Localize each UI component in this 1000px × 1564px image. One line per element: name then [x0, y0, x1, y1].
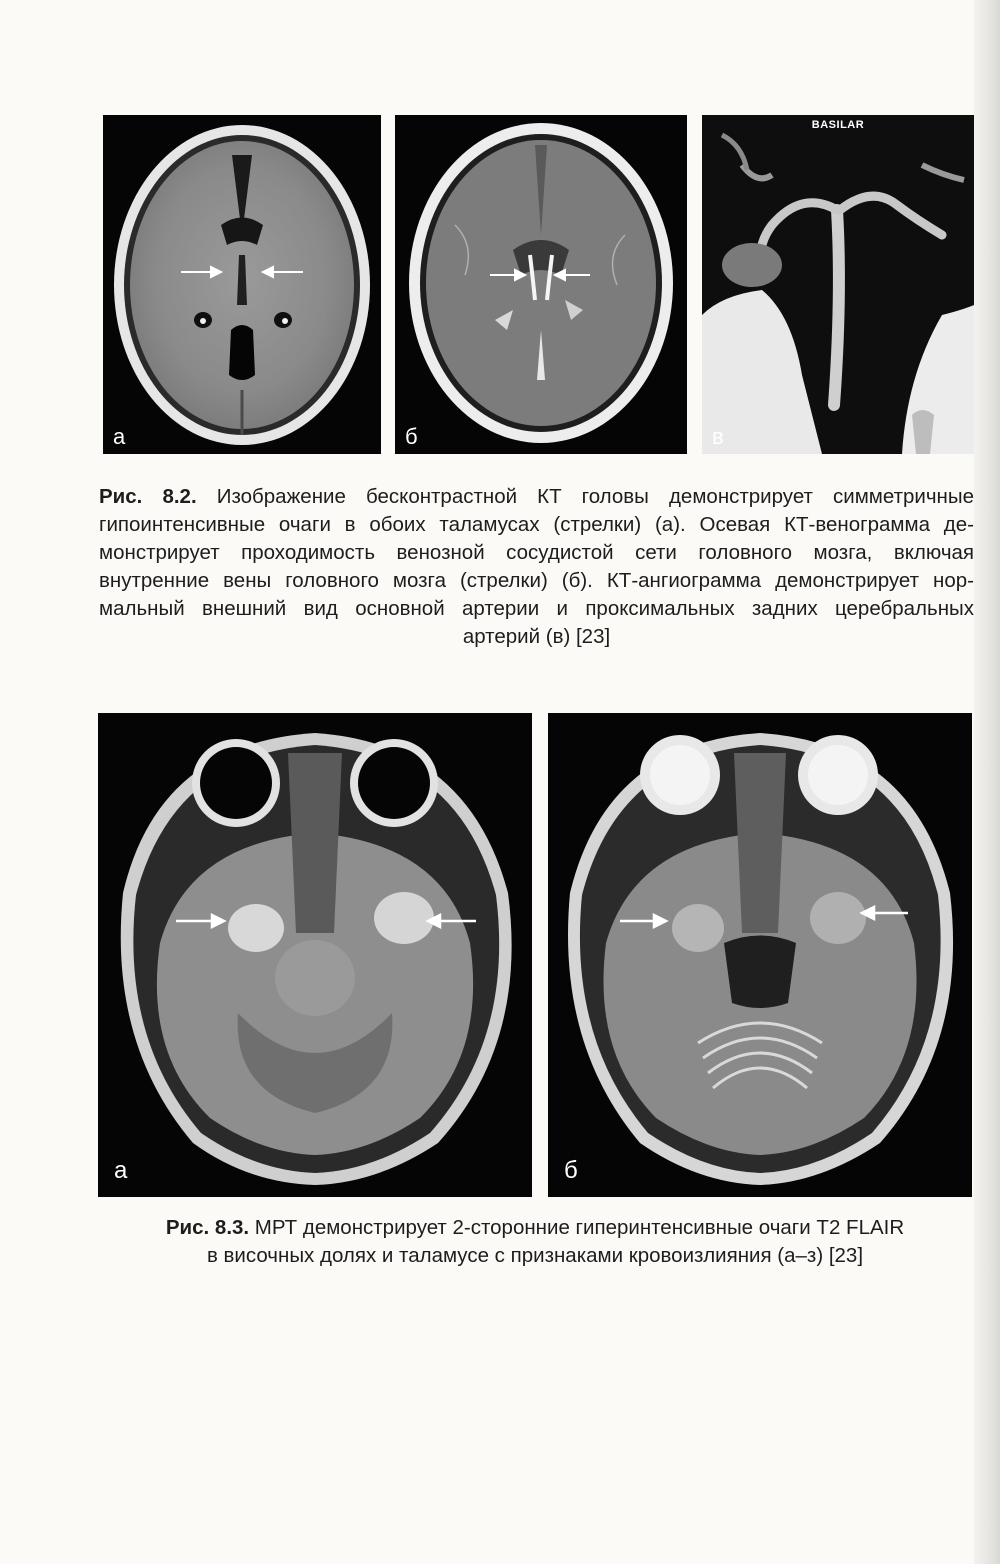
- figure-8-2-panel-v: [702, 115, 974, 454]
- figure-8-2-caption: [99, 483, 974, 651]
- mri-flair-image: [98, 713, 532, 1197]
- caption-line: мальный внешний вид основной артерии и проксимальных задних церебральных: [99, 597, 974, 620]
- caption-line: Рис. 8.2. Изображение бесконтрастной КТ головы демонстрирует симметричные: [99, 485, 975, 508]
- panel-label: а: [113, 424, 126, 449]
- panel-tag: BASILAR: [811, 119, 865, 131]
- figure-label: Рис. 8.3.: [165, 1216, 250, 1239]
- caption-line: в височных долях и таламусе с признаками кровоизлияния (а–з) [23]: [206, 1244, 864, 1267]
- figure-8-3-caption: [98, 1214, 972, 1270]
- caption-line: монстрирует проходимость венозной сосудистой сети головного мозга, включая: [99, 541, 974, 564]
- figure-8-3-panel-b: [548, 713, 972, 1197]
- panel-label: б: [564, 1157, 578, 1184]
- caption-line: артерий (в) [23]: [462, 625, 611, 648]
- figure-8-2-panel-b: [395, 115, 687, 454]
- caption-line: внутренние вены головного мозга (стрелки) (б). КТ-ангиограмма демонстрирует нор-: [99, 569, 974, 592]
- figure-8-2-panel-a: [103, 115, 381, 454]
- ct-angiogram-image: [702, 115, 974, 454]
- figure-label: Рис. 8.2.: [99, 485, 197, 508]
- panel-label: в: [712, 424, 724, 449]
- mri-t2-image: [548, 713, 972, 1197]
- caption-line: гипоинтенсивные очаги в обоих таламусах (стрелки) (а). Осевая КТ-венограмма де-: [99, 513, 974, 536]
- ct-noncontrast-image: [103, 115, 381, 454]
- panel-label: б: [405, 424, 418, 449]
- page-edge: [974, 0, 1000, 1564]
- panel-label: а: [114, 1157, 128, 1184]
- caption-line: Рис. 8.3. МРТ демонстрирует 2-сторонние гиперинтенсивные очаги T2 FLAIR: [165, 1216, 905, 1239]
- figure-8-3-panel-a: [98, 713, 532, 1197]
- ct-venogram-image: [395, 115, 687, 454]
